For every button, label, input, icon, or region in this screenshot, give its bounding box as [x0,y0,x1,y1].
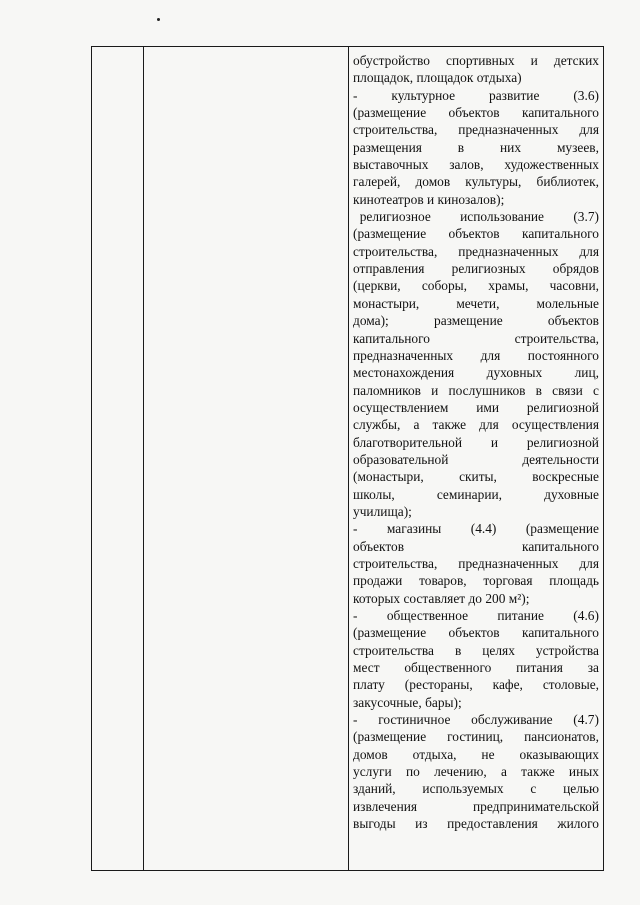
text-line [353,52,599,69]
text-line [353,555,599,572]
text-word: (размещение [525,521,599,537]
text-word: воскресные [532,469,599,485]
text-word: домов [353,746,388,762]
text-word: гостиниц, [447,729,504,745]
text-word: строительства [353,642,434,658]
text-line [353,728,599,745]
text-word: для [579,555,599,571]
text-word: (4.6) [573,608,599,623]
table-border-bottom [91,870,604,871]
text-line [353,746,599,763]
text-word: связи [552,382,583,398]
text-line [353,104,599,121]
text-line [353,815,599,832]
text-word: капитального [522,105,599,121]
text-word: (рестораны, [404,677,473,693]
text-word: залов, [449,157,484,173]
text-line [353,87,599,104]
text-word: библиотек, [536,174,599,190]
text-word: 200 [481,590,506,606]
text-line [353,607,599,624]
column-divider-2 [348,46,349,871]
text-word: ими [476,399,500,415]
text-word: гостиничное [378,712,451,728]
text-word: площадок [413,70,474,86]
text-line [353,659,599,676]
text-word: храмы, [488,278,529,294]
text-word: предпринимательской [473,798,599,814]
text-word: в [457,139,465,155]
text-word: строительства, [353,555,438,571]
text-word: кинотеатров [353,191,424,207]
text-word: объектов [448,105,500,121]
text-line [353,763,599,780]
text-word: для [579,122,599,138]
text-word: объектов [448,625,500,641]
text-word: культуры, [465,174,522,190]
text-word: торговая [483,573,533,589]
text-word: с [593,382,599,398]
text-word: по [405,764,420,780]
text-word: м²); [505,590,530,606]
text-word: зданий, [353,781,396,797]
text-word: мечети, [456,295,500,311]
text-word: площадок, [353,70,414,86]
text-line [353,642,599,659]
text-word: товаров, [419,573,467,589]
text-line [353,347,599,364]
text-word: соборы, [421,278,468,294]
text-line [353,191,599,208]
text-line [353,434,599,451]
text-line [353,780,599,797]
text-word: размещения [353,139,422,155]
text-word: - [353,712,358,728]
text-word: домов [415,174,451,190]
text-word: которых [353,590,401,606]
text-word: религиозной [526,399,599,415]
text-word: религиозных [451,261,526,277]
permitted-use-cell-text [353,52,599,832]
text-word: для [480,347,501,363]
text-line [353,468,599,485]
text-word: лечению, [434,764,487,780]
text-word: (3.7) [573,209,599,225]
text-line [353,694,599,711]
text-word: осуществления [511,417,599,433]
text-word: питание [497,608,544,623]
text-word: религиозное [353,209,431,225]
text-word: также [521,764,555,780]
text-word: строительства, [353,243,438,259]
text-word: закусочные, [353,694,422,710]
text-word: устройства [535,642,599,658]
text-word: скиты, [459,469,497,485]
text-line [353,486,599,503]
text-word: обслуживание [471,712,553,728]
text-word: службы, [353,417,401,433]
table-border-top [91,46,604,47]
text-word: музеев, [556,139,599,155]
text-word: лиц, [574,365,599,381]
text-word: детских [553,53,599,68]
text-word: для [479,417,499,433]
text-word: них [500,139,522,155]
text-word: (размещение [353,105,427,121]
text-word: послушников [448,382,526,398]
text-word: объектов [353,538,405,554]
text-word: не [481,746,495,762]
text-word: из [415,816,428,832]
text-word: целях [482,642,515,658]
text-word: (монастыри, [353,469,424,485]
text-word: духовных [486,365,543,381]
text-word: галерей, [353,174,401,190]
text-word: осуществлением [353,399,449,415]
text-word: капитального [353,330,430,346]
text-word: бары); [421,694,462,710]
text-line [353,364,599,381]
text-word: предоставления [447,816,538,832]
text-word: объектов [448,226,500,242]
text-word: и [530,53,538,68]
text-word: кафе, [492,677,523,693]
text-word: строительства, [353,122,438,138]
text-word: кинозалов); [434,191,505,207]
text-word: извлечения [353,798,418,814]
text-line [353,225,599,242]
text-word: выставочных [353,157,429,173]
text-word: площадь [549,573,599,589]
text-word: строительства, [514,330,599,346]
text-word: предназначенных [458,555,559,571]
text-line [353,208,599,225]
text-word: (3.6) [573,87,599,103]
text-word: питания [516,660,563,676]
table-border-right [603,46,604,871]
text-word: (размещение [353,226,427,242]
text-word: культурное [391,87,456,103]
text-line [353,416,599,433]
text-line [353,520,599,537]
text-word: предназначенных [458,243,559,259]
text-word: паломников [353,382,421,398]
text-line [353,624,599,641]
text-word: составляет [400,590,466,606]
text-word: целью [563,781,599,797]
text-line [353,590,599,607]
text-line [353,295,599,312]
text-word: отдыха) [473,70,522,86]
text-word: молельные [536,295,599,311]
text-word: жилого [557,816,599,832]
text-word: капитального [522,625,599,641]
text-line [353,798,599,815]
text-line [353,330,599,347]
text-word: пансионатов, [524,729,599,745]
text-word: деятельности [522,451,599,467]
text-word: духовные [544,486,599,502]
text-line [353,399,599,416]
text-word: общественное [386,608,469,623]
text-line [353,382,599,399]
text-word: семинарии, [436,486,503,502]
document-table [91,46,604,871]
text-word: размещение [434,313,503,329]
text-word: оказывающих [519,746,599,762]
text-word: дома); [353,313,389,329]
text-word: спортивных [446,53,515,68]
text-word: столовые, [542,677,599,693]
text-word: а [500,764,507,780]
text-word: (церкви, [353,278,401,294]
text-word: а [413,417,420,433]
text-word: (4.7) [573,712,599,728]
text-line [353,243,599,260]
column-divider-1 [143,46,144,871]
text-word: (размещение [353,729,427,745]
text-word: для [579,243,599,259]
text-word: объектов [547,313,599,329]
text-word: выгоды [353,816,396,832]
text-line [353,711,599,728]
text-word: школы, [353,486,395,502]
text-word: также [432,417,467,433]
text-word: часовни, [549,278,599,294]
text-line [353,572,599,589]
text-word: с [530,781,537,797]
text-word: продажи [353,573,403,589]
text-line [353,260,599,277]
text-word: развитие [489,87,540,103]
text-word: использование [460,209,544,225]
text-word: предназначенных [458,122,559,138]
text-line [353,676,599,693]
text-line [353,503,599,520]
text-word: и [431,382,439,398]
text-word: и [423,191,435,207]
text-word: художественных [504,157,599,173]
text-word: иных [568,764,599,780]
text-word: - [353,521,358,537]
text-line [353,312,599,329]
text-word: до [465,590,482,606]
text-word: в [454,642,462,658]
text-word: используемых [422,781,504,797]
text-line [353,451,599,468]
text-word: плату [353,677,385,693]
table-border-left [91,46,92,871]
text-word: капитального [522,538,599,554]
text-word: магазины [386,521,442,537]
text-word: училища); [353,503,412,519]
text-word: обустройство [353,53,430,68]
text-word: религиозной [526,434,599,450]
text-line [353,277,599,294]
text-line [353,156,599,173]
text-word: местонахождения [353,365,455,381]
text-word: - [353,608,358,623]
text-word: постоянного [527,347,599,363]
text-word: капитального [522,226,599,242]
text-line [353,139,599,156]
text-word: благотворительной [353,434,463,450]
text-word: образовательной [353,451,449,467]
text-word: за [587,660,599,676]
text-word: отдыха, [412,746,457,762]
text-line [353,121,599,138]
text-line [353,173,599,190]
text-word: - [353,87,358,103]
text-word: и [490,434,499,450]
text-word: услуги [353,764,392,780]
text-word: отправления [353,261,425,277]
text-line [353,538,599,555]
text-word: мест [353,660,380,676]
text-word: обрядов [552,261,599,277]
text-word: (размещение [353,625,427,641]
text-word: монастыри, [353,295,420,311]
text-line [353,69,599,86]
text-word: общественного [404,660,492,676]
text-word: в [535,382,542,398]
text-word: предназначенных [353,347,454,363]
text-word: (4.4) [470,521,497,537]
scan-speck [157,18,160,21]
